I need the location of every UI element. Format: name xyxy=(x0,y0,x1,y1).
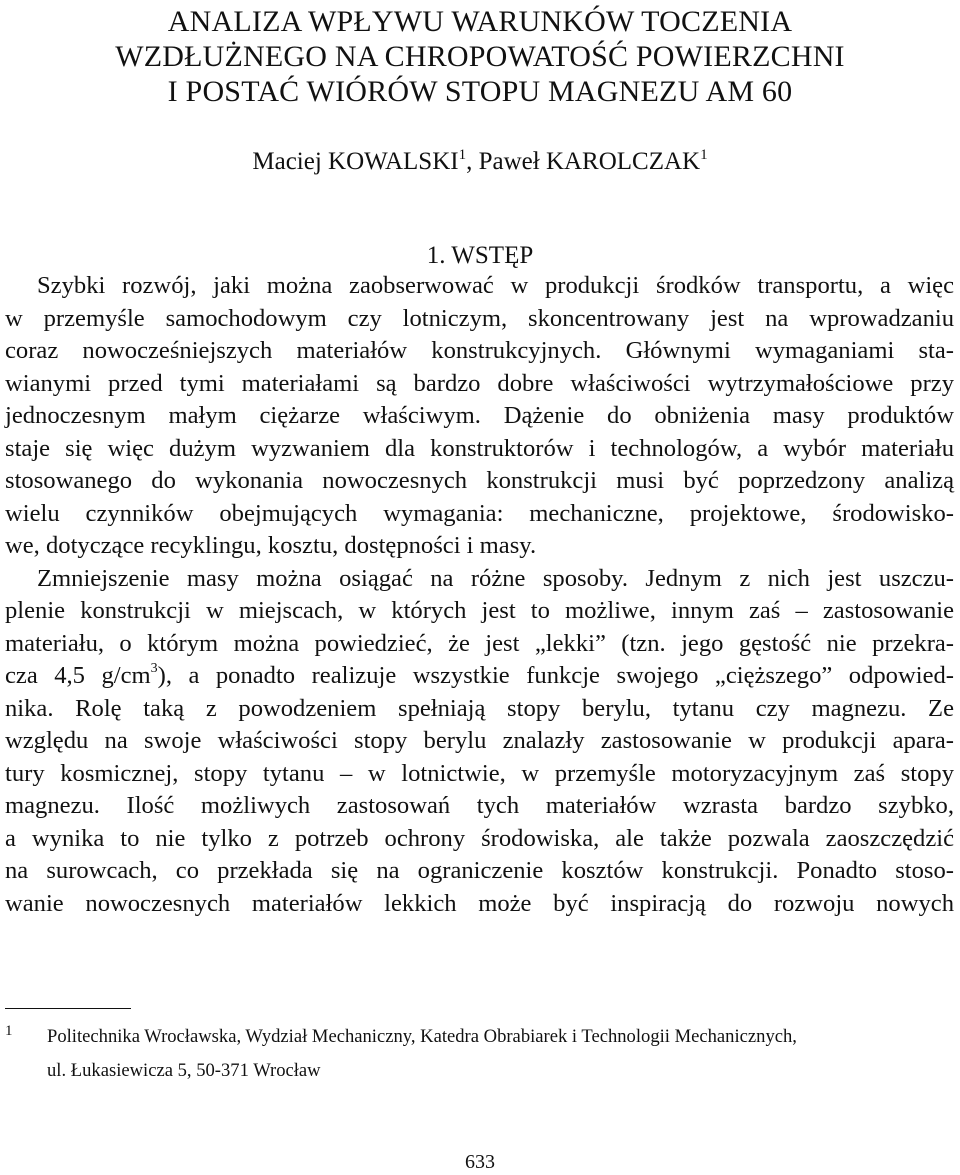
body-line-density xyxy=(5,660,954,693)
body-line: Zmniejszenie masy można osiągać na różne sposoby. Jednym z nich jest uszczu- xyxy=(37,564,954,592)
footnote xyxy=(5,1020,954,1088)
footnote-line: ul. Łukasiewicza 5, 50-371 Wrocław xyxy=(47,1060,321,1081)
body-line: we, dotyczące recyklingu, kosztu, dostępności i masy. xyxy=(5,532,537,559)
author-list xyxy=(0,146,960,178)
body-line: plenie konstrukcji w miejscach, w których jest to możliwe, innym zaś – zastosowanie xyxy=(5,597,954,624)
author-name: Paweł KAROLCZAK xyxy=(478,148,701,175)
footnote-mark: 1 xyxy=(5,1023,13,1039)
body-line: wianymi przed tymi materiałami są bardzo dobre właściwości wytrzymałościowe przy xyxy=(5,369,954,397)
body-line-part: cza 4,5 g/cm xyxy=(5,662,151,689)
body-line: w przemyśle samochodowym czy lotniczym, skoncentrowany jest na wprowadzaniu xyxy=(5,304,954,332)
body-text xyxy=(5,270,954,920)
body-line: na surowcach, co przekłada się na ograniczenie kosztów konstrukcji. Ponadto stoso- xyxy=(5,857,954,884)
body-line: jednoczesnym małym ciężarze właściwym. Dążenie do obniżenia masy produktów xyxy=(5,402,954,429)
body-line: magnezu. Ilość możliwych zastosowań tych materiałów wzrasta bardzo szybko, xyxy=(5,792,954,819)
footnote-line: Politechnika Wrocławska, Wydział Mechaniczny, Katedra Obrabiarek i Technologii Mechanicznych, xyxy=(47,1026,797,1047)
body-line-part: ), a ponadto realizuje wszystkie funkcje swojego „cięższego” odpowied- xyxy=(157,662,954,689)
body-line: wielu czynników obejmujących wymagania: mechaniczne, projektowe, środowisko- xyxy=(5,499,954,527)
page-number: 633 xyxy=(465,1151,495,1173)
density-superscript: 3 xyxy=(150,661,158,676)
affiliation-mark: 1 xyxy=(700,147,708,163)
body-line: a wynika to nie tylko z potrzeb ochrony środowiska, ale także pozwala zaoszczędzić xyxy=(5,824,954,852)
body-line: staje się więc dużym wyzwaniem dla konstruktorów i technologów, a wybór materiału xyxy=(5,434,954,462)
author-separator: , xyxy=(466,148,479,175)
body-line: względu na swoje właściwości stopy berylu znalazły zastosowanie w produkcji apara- xyxy=(5,727,954,754)
body-line: wanie nowoczesnych materiałów lekkich może być inspiracją do rozwoju nowych xyxy=(5,889,954,917)
body-line: materiału, o którym można powiedzieć, że jest „lekki” (tzn. jego gęstość nie przekra- xyxy=(5,629,954,657)
title-line-1: ANALIZA WPŁYWU WARUNKÓW TOCZENIA xyxy=(167,5,793,38)
section-heading: 1. WSTĘP xyxy=(426,242,534,269)
body-line: stosowanego do wykonania nowoczesnych konstrukcji musi być poprzedzony analizą xyxy=(5,467,954,494)
body-line: nika. Rolę taką z powodzeniem spełniają stopy berylu, tytanu czy magnezu. Ze xyxy=(5,694,954,722)
body-line: Szybki rozwój, jaki można zaobserwować w produkcji środków transportu, a więc xyxy=(37,272,954,299)
body-line: tury kosmicznej, stopy tytanu – w lotnictwie, w przemyśle motoryzacyjnym zaś stopy xyxy=(5,759,954,787)
title-line-2: WZDŁUŻNEGO NA CHROPOWATOŚĆ POWIERZCHNI xyxy=(115,40,845,73)
body-line: coraz nowocześniejszych materiałów konstrukcyjnych. Głównymi wymaganiami sta- xyxy=(5,337,954,364)
affiliation-mark: 1 xyxy=(458,147,467,163)
author-name: Maciej KOWALSKI xyxy=(252,148,459,175)
title-line-3: I POSTAĆ WIÓRÓW STOPU MAGNEZU AM 60 xyxy=(167,75,793,108)
paper-title xyxy=(0,4,960,109)
footnote-rule xyxy=(5,1008,131,1009)
